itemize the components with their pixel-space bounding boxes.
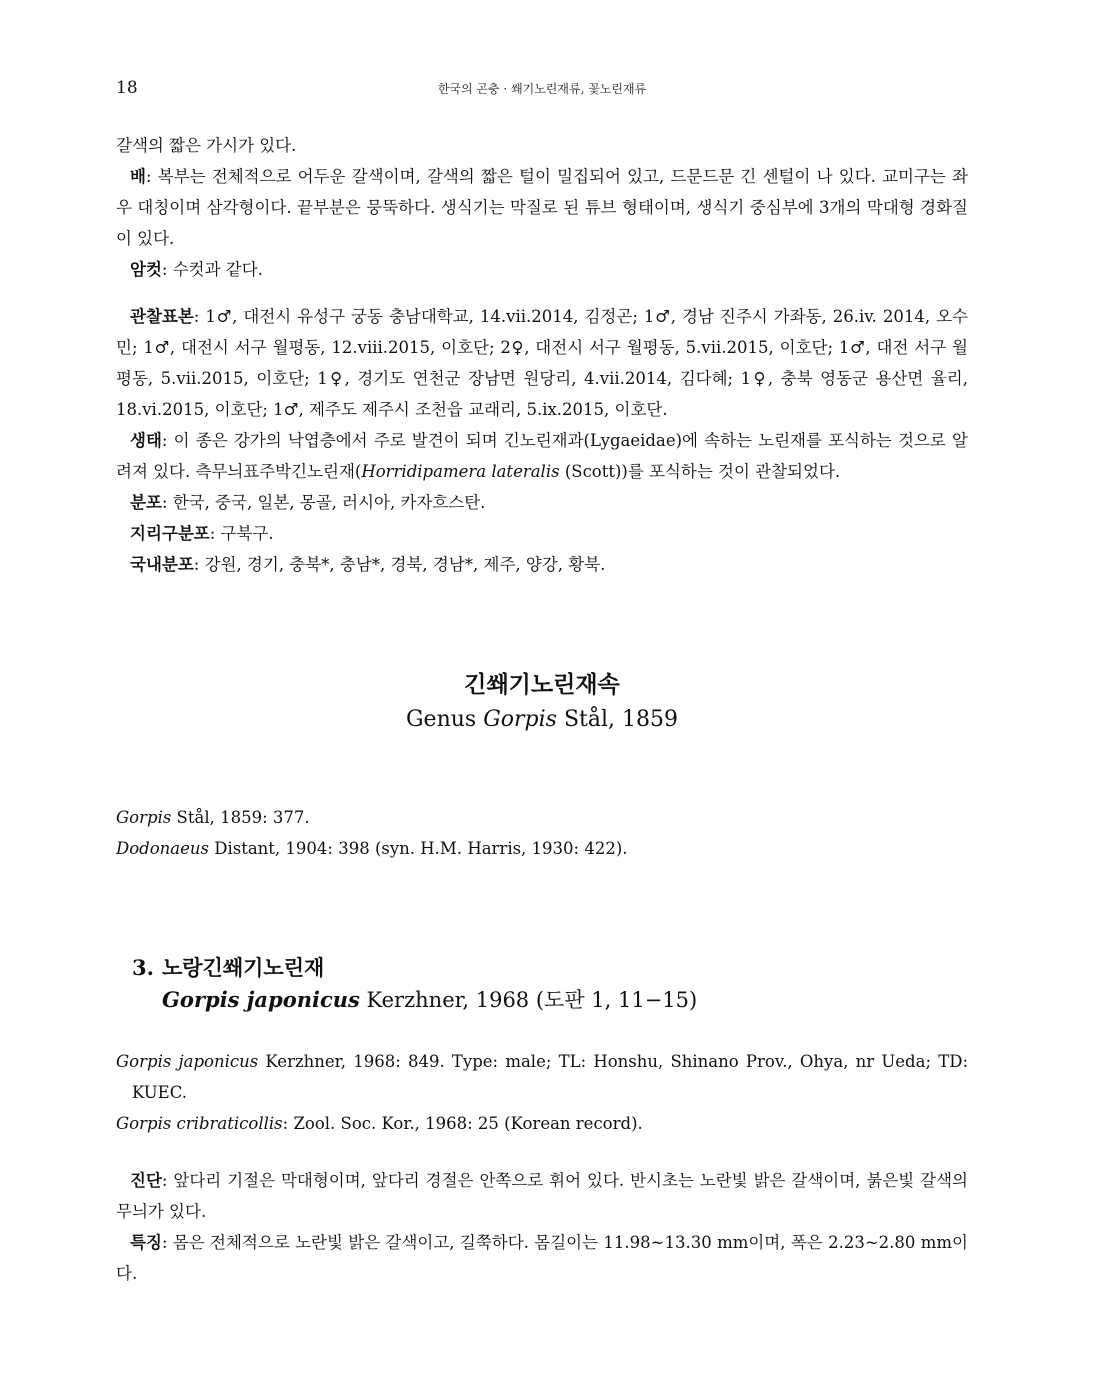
diagnosis-text: : 앞다리 기절은 막대형이며, 앞다리 경절은 안쪽으로 휘어 있다. 반시초는 노란빛 밝은 갈색이며, 붉은빛 갈색의 무늬가 있다. — [116, 1171, 968, 1221]
abdomen-label: 배 — [130, 167, 146, 186]
abdomen-paragraph — [116, 161, 968, 254]
female-label: 암컷 — [130, 260, 162, 279]
genus-heading — [116, 668, 968, 738]
genus-synonym-line: Dodonaeus Distant, 1904: 398 (syn. H.M. Harris, 1930: 422). — [116, 839, 628, 858]
ecology-species-name: Horridipamera lateralis — [361, 462, 560, 481]
ecology-text: : 이 종은 강가의 낙엽층에서 주로 발견이 되며 긴노린재과(Lygaeidae)에 속하는 노린재를 포식하는 것으로 알려져 있다. 측무늬표주박긴노린재( — [116, 431, 968, 481]
zoogeography-label: 지리구분포 — [130, 524, 210, 543]
zoogeography-text: : 구북구. — [209, 524, 274, 543]
specimens-label: 관찰표본 — [130, 307, 194, 326]
abdomen-text: : 복부는 전체적으로 어두운 갈색이며, 갈색의 짧은 털이 밀집되어 있고, 드문드문 긴 센털이 나 있다. 교미구는 좌우 대칭이며 삼각형이다. 끝부분은 뭉뚝하다. 생식기는 막질로 된 튜브 형태이며, 생식기 중심부에 3개의 막대형 경화질이 있다. — [116, 167, 968, 248]
female-paragraph — [116, 254, 968, 285]
genus-name: Gorpis — [483, 707, 557, 732]
species-scientific-name: Gorpis japonicus — [162, 987, 360, 1012]
species-reference-line: Gorpis japonicus Kerzhner, 1968: 849. Type: male; TL: Honshu, Shinano Prov., Ohya, nr Ueda; TD: KUEC. — [116, 1052, 969, 1102]
domestic-distribution-label: 국내분포 — [130, 555, 194, 574]
domestic-distribution-text: : 강원, 경기, 충북*, 충남*, 경북, 경남*, 제주, 양강, 황북. — [193, 555, 606, 574]
page-body — [116, 130, 968, 1289]
species-heading — [132, 952, 968, 1016]
species-title-korean: 3. 노랑긴쐐기노린재 — [132, 952, 968, 984]
diagnosis-label: 진단 — [130, 1171, 162, 1190]
features-paragraph — [116, 1227, 968, 1289]
distribution-label: 분포 — [130, 493, 162, 512]
genus-title-korean: 긴쐐기노린재속 — [464, 671, 620, 698]
features-text: : 몸은 전체적으로 노란빛 밝은 갈색이고, 길쭉하다. 몸길이는 11.98~13.30 mm이며, 폭은 2.23~2.80 mm이다. — [116, 1233, 968, 1283]
page-number: 18 — [116, 78, 138, 98]
ecology-label: 생태 — [130, 431, 162, 450]
running-header — [116, 78, 968, 102]
female-text: : 수컷과 같다. — [161, 260, 263, 279]
specimens-paragraph — [116, 301, 968, 425]
features-label: 특징 — [130, 1233, 162, 1252]
distribution-text: : 한국, 중국, 일본, 몽골, 러시아, 카자흐스탄. — [161, 493, 486, 512]
species-number: 3. — [132, 955, 154, 980]
distribution-paragraph — [116, 487, 968, 518]
running-title: 한국의 곤충 · 쐐기노린재류, 꽃노린재류 — [437, 82, 647, 96]
specimens-text: : 1♂, 대전시 유성구 궁동 충남대학교, 14.vii.2014, 김정곤; 1♂, 경남 진주시 가좌동, 26.iv. 2014, 오수민; 1♂, 대전시 서구 월평동, 12.viii.2015, 이호단; 2♀, 대전시 서구 월평동, 5.vii.2015, 이호단; 1♂, 대전 서구 월평동, 5.vii.2015, 이호단; 1♀, 경기도 연천군 장남면 원당리, 4.vii.2014, 김다혜; 1♀, 충북 영동군 용산면 율리, 18.vi.2015, 이호단; 1♂, 제주도 제주시 조천읍 교래리, 5.ix.2015, 이호단. — [116, 307, 968, 419]
genus-title-latin: Genus Gorpis Stål, 1859 — [405, 707, 678, 732]
diagnosis-paragraph — [116, 1165, 968, 1227]
continuation-paragraph: 갈색의 짧은 가시가 있다. — [116, 136, 297, 155]
ecology-paragraph — [116, 425, 968, 487]
domestic-distribution-paragraph — [116, 549, 968, 580]
zoogeography-paragraph — [116, 518, 968, 549]
ecology-text-end: (Scott))를 포식하는 것이 관찰되었다. — [559, 462, 841, 481]
species-title-latin: Gorpis japonicus Kerzhner, 1968 (도판 1, 11−15) — [162, 987, 698, 1012]
species-reference-line: Gorpis cribraticollis: Zool. Soc. Kor., 1968: 25 (Korean record). — [116, 1114, 643, 1133]
genus-synonym-line: Gorpis Stål, 1859: 377. — [116, 808, 310, 827]
